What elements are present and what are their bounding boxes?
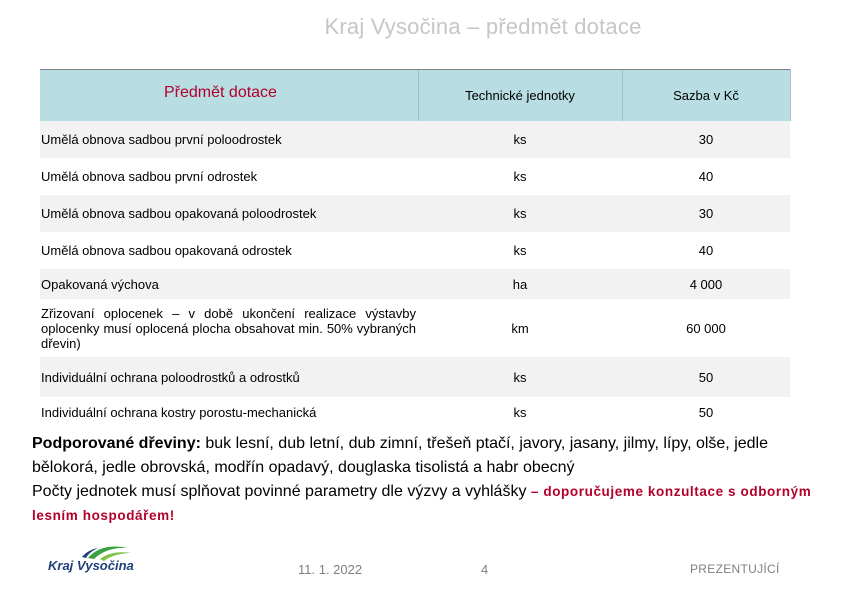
logo-text: Kraj Vysočina: [48, 558, 134, 573]
row-unit: ks: [418, 121, 622, 158]
row-unit: km: [418, 299, 622, 357]
table-row: [40, 195, 790, 232]
row-unit: ha: [418, 269, 622, 299]
unit-counts-paragraph: [32, 480, 822, 528]
row-rate: 60 000: [622, 299, 790, 357]
row-unit: ks: [418, 397, 622, 427]
row-subject: Umělá obnova sadbou první poloodrostek: [40, 121, 418, 158]
supported-species-list: buk lesní, dub letní, dub zimní, třešeň ptačí, javory, jasany, jilmy, lípy, olše, jedle bělokorá, jedle obrovská, modřín opadavý, douglaska tisolistá a habr obecný: [32, 435, 768, 476]
row-subject: Individuální ochrana kostry porostu-mechanická: [40, 397, 418, 427]
footer-date: 11. 1. 2022: [298, 562, 363, 577]
supported-species-label: Podporované dřeviny:: [32, 435, 201, 452]
recommendation-text: – doporučujeme konzultace s odborným lesním hospodářem!: [32, 484, 812, 523]
table-row: [40, 232, 790, 269]
row-subject: Umělá obnova sadbou první odrostek: [40, 158, 418, 195]
row-rate: 50: [622, 397, 790, 427]
row-unit: ks: [418, 357, 622, 397]
row-unit: ks: [418, 195, 622, 232]
row-subject: Umělá obnova sadbou opakovaná poloodrostek: [40, 195, 418, 232]
table-row: [40, 158, 790, 195]
footer-page-number: 4: [481, 562, 489, 577]
row-subject: Zřizovaní oplocenek – v době ukončení realizace výstavby oplocenky musí oplocená plocha obsahovat min. 50% vybraných dřevin): [40, 299, 418, 357]
row-unit: ks: [418, 232, 622, 269]
supported-species-paragraph: [32, 432, 822, 480]
subsidy-table: [40, 69, 791, 427]
row-rate: 40: [622, 232, 790, 269]
column-header-rate: Sazba v Kč: [622, 70, 790, 122]
row-rate: 30: [622, 121, 790, 158]
row-rate: 4 000: [622, 269, 790, 299]
unit-counts-text: Počty jednotek musí splňovat povinné parametry dle výzvy a vyhlášky: [32, 483, 531, 500]
row-rate: 30: [622, 195, 790, 232]
column-header-subject: Předmět dotace: [40, 70, 418, 122]
row-unit: ks: [418, 158, 622, 195]
row-subject: Individuální ochrana poloodrostků a odrostků: [40, 357, 418, 397]
page-title: Kraj Vysočina – předmět dotace: [324, 14, 642, 39]
row-subject: Opakovaná výchova: [40, 269, 418, 299]
table-row: [40, 357, 790, 397]
table-row: [40, 269, 790, 299]
notes-block: [32, 432, 822, 528]
row-rate: 50: [622, 357, 790, 397]
table-row: [40, 121, 790, 158]
row-subject: Umělá obnova sadbou opakovaná odrostek: [40, 232, 418, 269]
footer-presenter: PREZENTUJÍCÍ: [690, 562, 780, 576]
column-header-unit: Technické jednotky: [418, 70, 622, 122]
kraj-vysocina-logo: [44, 544, 140, 578]
table-header-row: [40, 70, 790, 122]
table-row: [40, 299, 790, 357]
table-row: [40, 397, 790, 427]
row-rate: 40: [622, 158, 790, 195]
